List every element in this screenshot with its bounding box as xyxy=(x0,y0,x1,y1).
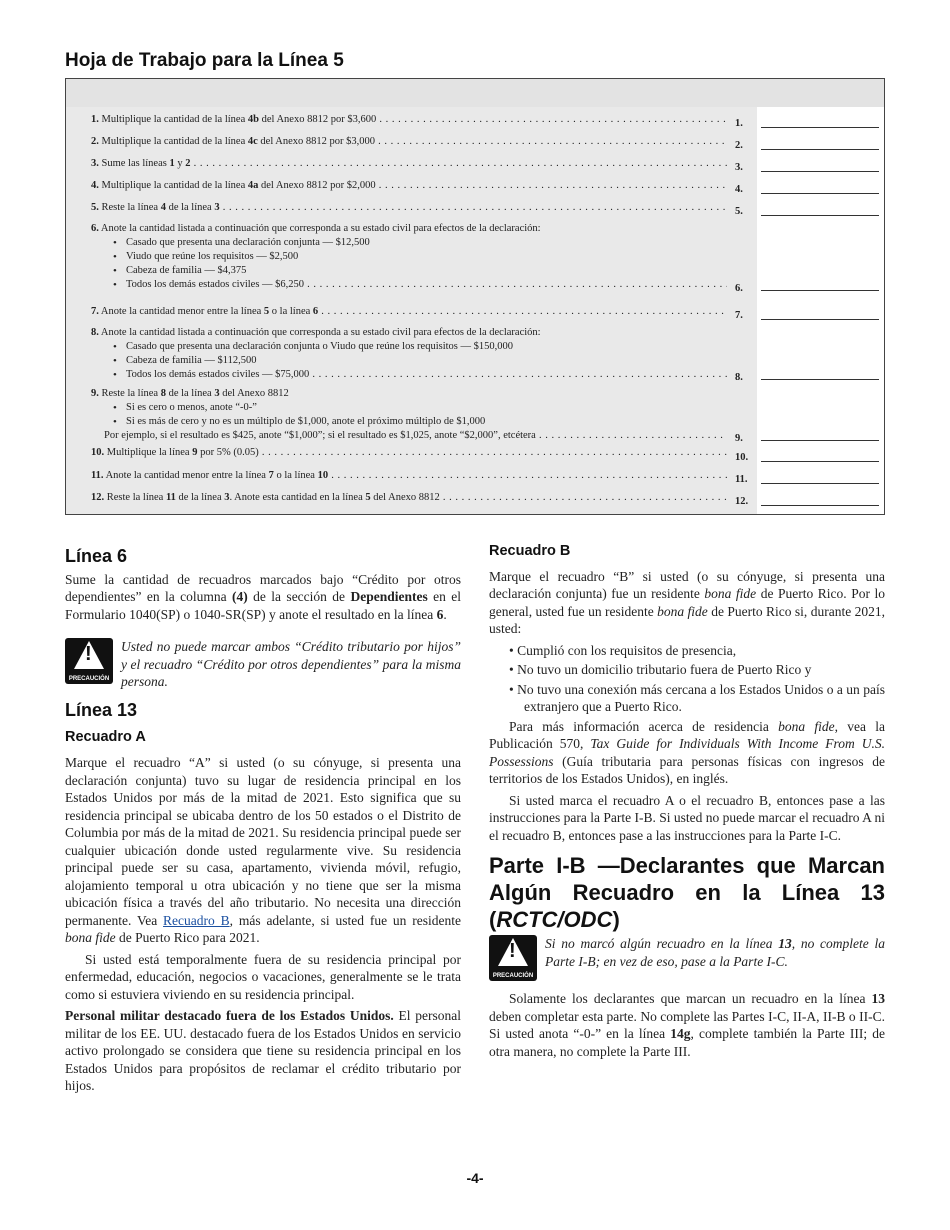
worksheet-line-8: 8. Anote la cantidad listada a continuación que corresponda a su estado civil para efectos de la declaración: xyxy=(91,327,541,338)
worksheet-line-11: 11. Anote la cantidad menor entre la línea 7 o la línea 10 . . . xyxy=(91,469,727,483)
right-column xyxy=(489,543,885,933)
worksheet-line-10: 10. Multiplique la línea 9 por 5% (0.05) . . . xyxy=(91,446,727,460)
line-6-amount-field[interactable] xyxy=(761,290,879,291)
worksheet-line-5: 5. Reste la línea 4 de la línea 3 . . . xyxy=(91,201,727,215)
worksheet-line-7: 7. Anote la cantidad menor entre la línea 5 o la línea 6 . . . xyxy=(91,305,727,319)
page-number: -4- xyxy=(466,1170,484,1186)
line-10-amount-field[interactable] xyxy=(761,461,879,462)
line-3-amount-field[interactable] xyxy=(761,171,879,172)
worksheet-title: Hoja de Trabajo para la Línea 5 xyxy=(65,50,344,71)
list-item: • Cumplió con los requisitos de presencia, xyxy=(489,642,885,660)
line-1-amount-field[interactable] xyxy=(761,127,879,128)
caution-icon: ! PRECAUCIÓN xyxy=(65,638,113,684)
heading-recuadro-a: Recuadro A xyxy=(65,728,146,745)
line-7-amount-field[interactable] xyxy=(761,319,879,320)
line-12-amount-field[interactable] xyxy=(761,505,879,506)
worksheet-line-1: 1. Multiplique la cantidad de la línea 4b del Anexo 8812 por $3,600 . . . xyxy=(91,113,727,127)
left-column xyxy=(65,548,461,627)
worksheet-box: 1. Multiplique la cantidad de la línea 4b del Anexo 8812 por $3,600 . . . 1. 2. Multiplique la cantidad de la línea 4c del Anexo 8812 por $3,000 . . . 2. 3. Sume las líneas 1 y 2 . . . 3. 4. Multiplique la cantidad de la línea 4a del Anexo 8812 por $2,000 . . . 4. 5. Reste la línea 4 de la línea 3 . . . 5. 6. Anote la cantidad listada a continuación que corresponda a su estado civil para efectos de la declaración: • Casado que presenta una declaración conjunta — $12,500 • Viudo que reúne los requisitos — $2,500 • Cabeza de familia — $4,375 Todos los demás estados civiles — $6,250 . . . • 6. 7. Anote la cantidad menor entre la línea 5 o la línea 6 . . . 7. 8. Anote la cantidad listada a continuación que corresponda a su estado civil para efectos de la declaración: • Casado que presenta una declaración conjunta o Viudo que reúne los requisitos — $150,000 • Cabeza de familia — $112,500 Todos los demás estados civiles — $75,000 . . . • 8. 9. Reste la línea 8 de la línea 3 del Anexo 8812 • Si es cero o menos, anote “-0-” • Si es más de cero y no es un múltiplo de $1,000, anote el próximo múltiplo de $1,000 Por ejemplo, si el resultado es $425, anote “$1,000”; si el resultado es $1,025, anote “$2,000”, etcétera . . . 9. 10. Multiplique la línea 9 por 5% (0.05) . . . 10. 11. Anote la cantidad menor entre la línea 7 o la línea 10 . . . 11. 12. Reste la línea 11 de la línea 3. Anote esta cantidad en la línea 5 del Anexo 8812 . . . 12. xyxy=(65,78,885,515)
residency-requirements-list xyxy=(489,642,885,716)
list-item: • No tuvo una conexión más cercana a los Estados Unidos o a un país extranjero que a Puerto Rico. xyxy=(489,681,885,716)
caution-note-1: ! PRECAUCIÓN Usted no puede marcar ambos “Crédito tributario por hijos” y el recuadro “Crédito por otros dependientes” para la misma persona. xyxy=(65,638,461,691)
worksheet-line-9: 9. Reste la línea 8 de la línea 3 del Anexo 8812 xyxy=(91,388,289,399)
heading-linea-6: Línea 6 xyxy=(65,546,128,566)
recuadro-b-link[interactable]: Recuadro B xyxy=(163,912,230,928)
line-4-amount-field[interactable] xyxy=(761,193,879,194)
heading-recuadro-b: Recuadro B xyxy=(489,543,571,559)
heading-parte-ib: Parte I-B —Declarantes que Marcan Algún Recuadro en la Línea 13 (RCTC/ODC) xyxy=(489,853,885,932)
caution-icon: ! PRECAUCIÓN xyxy=(489,935,537,981)
paragraph-temporal: Si usted está temporalmente fuera de su residencia principal por enfermedad, educación, negocios o vacaciones, generalmente se le trata como si estuviera viviendo en su residencia principal. xyxy=(65,951,461,1002)
worksheet-line-4: 4. Multiplique la cantidad de la línea 4a del Anexo 8812 por $2,000 . . . xyxy=(91,179,727,193)
worksheet-line-6: 6. Anote la cantidad listada a continuación que corresponda a su estado civil para efectos de la declaración: xyxy=(91,223,541,234)
line-11-amount-field[interactable] xyxy=(761,483,879,484)
list-item: • No tuvo un domicilio tributario fuera de Puerto Rico y xyxy=(489,661,885,679)
paragraph-recuadro-a: Marque el recuadro “A” si usted (o su cónyuge, si presenta una declaración conjunta) tuvo su lugar de residencia principal en los Estados Unidos por más de la mitad de 2021. Esto significa que su residencia principal se ubicaba dentro de los 50 estados o el Distrito de Columbia por más de la mitad de 2021. Su residencia principal puede ser cualquier ubicación donde usted regularmente vive. Su residencia principal puede ser su casa, apartamento, vivienda móvil, refugio, alojamiento temporal u otra ubicación y no tiene que ser la misma ubicación física a través del año tributario. No necesita una dirección permanente. Vea Recuadro B, más adelante, si usted fue un residente bona fide de Puerto Rico para 2021. xyxy=(65,755,461,945)
paragraph-recuadro-b: Marque el recuadro “B” si usted (o su cónyuge, si presenta una declaración conjunta) fue un residente bona fide de Puerto Rico. Por lo general, usted fue un residente bona fide de Puerto Rico si, durante 2021, usted: xyxy=(489,568,885,636)
paragraph-next-steps: Si usted marca el recuadro A o el recuadro B, entonces pase a las instrucciones para la Parte I-B. Si usted no puede marcar el recuadro A ni el recuadro B, entonces pase a las instrucciones para la Parte I-C. xyxy=(489,792,885,843)
caution-note-2: ! PRECAUCIÓN Si no marcó algún recuadro en la línea 13, no complete la Parte I-B; en vez de eso, pase a la Parte I-C. xyxy=(489,935,885,981)
worksheet-line-12: 12. Reste la línea 11 de la línea 3. Anote esta cantidad en la línea 5 del Anexo 8812 . . . xyxy=(91,491,727,505)
paragraph-publication-570: Para más información acerca de residencia bona fide, vea la Publicación 570, Tax Guide for Individuals With Income From U.S. Possessions (Guía tributaria para personas físicas con ingresos de territorios de los Estados Unidos), en inglés. xyxy=(489,718,885,786)
paragraph-parte-ib: Solamente los declarantes que marcan un recuadro en la línea 13 deben completar esta parte. No complete las Partes I-C, II-A, II-B o II-C. Si usted anota “-0-” en la línea 14g, complete también la Parte III; de otra manera, no complete la Parte III. xyxy=(489,991,885,1059)
heading-linea-13: Línea 13 xyxy=(65,700,138,720)
line-9-amount-field[interactable] xyxy=(761,440,879,441)
line-5-amount-field[interactable] xyxy=(761,215,879,216)
line-2-amount-field[interactable] xyxy=(761,149,879,150)
worksheet-line-2: 2. Multiplique la cantidad de la línea 4c del Anexo 8812 por $3,000 . . . xyxy=(91,135,727,149)
paragraph-linea-6: Sume la cantidad de recuadros marcados bajo “Crédito por otros dependientes” en la columna (4) de la sección de Dependientes en el Formulario 1040(SP) o 1040-SR(SP) y anote el resultado en la línea 6. xyxy=(65,571,461,622)
worksheet-line-3: 3. Sume las líneas 1 y 2 . . . xyxy=(91,157,727,171)
line-8-amount-field[interactable] xyxy=(761,379,879,380)
paragraph-militar: Personal militar destacado fuera de los Estados Unidos. El personal militar de los EE. UU. destacado fuera de los Estados Unidos en servicio activo prolongado se considera que tiene su residencia principal en los Estados Unidos para propósitos de reclamar el crédito tributario por hijos. xyxy=(65,1008,462,1093)
